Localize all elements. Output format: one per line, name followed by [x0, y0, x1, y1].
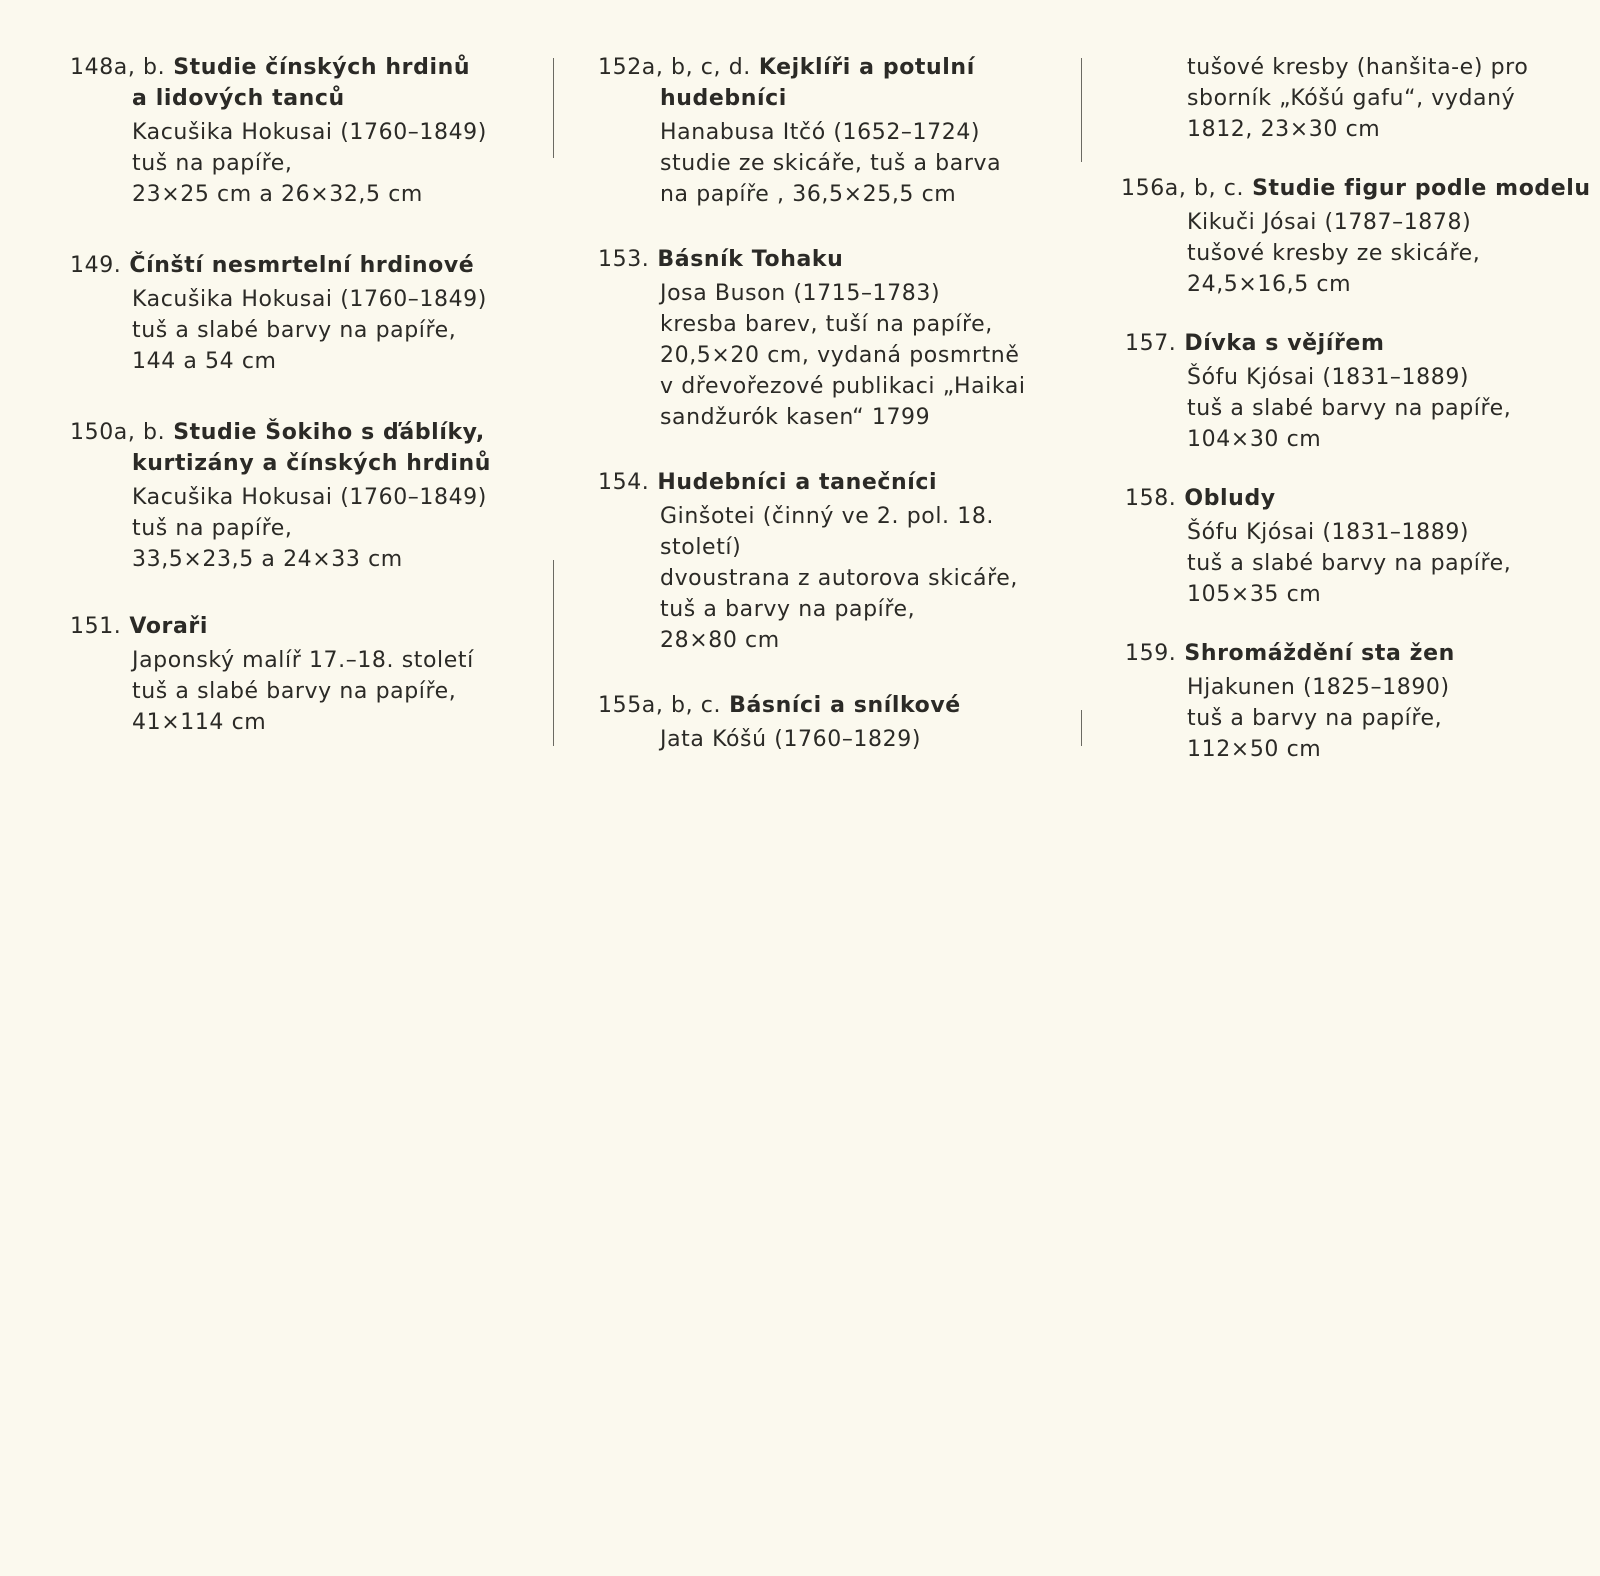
- entry-number: 148a, b.: [70, 55, 166, 80]
- entry-details: [660, 278, 1048, 433]
- entry-artist: Hanabusa Itčó (1652–1724): [660, 120, 981, 145]
- entry-artist: století): [660, 535, 742, 560]
- catalog-entry: [70, 52, 530, 210]
- entry-details: [1187, 207, 1595, 300]
- entry-dimensions: 33,5×23,5 a 24×33 cm: [132, 547, 403, 572]
- entry-dimensions: 105×35 cm: [1187, 582, 1322, 607]
- entry-artist: Kacušika Hokusai (1760–1849): [132, 287, 487, 312]
- entry-medium: tušové kresby ze skicáře,: [1187, 241, 1481, 266]
- entry-medium: tuš a barvy na papíře,: [660, 597, 916, 622]
- entry-heading: [1121, 173, 1595, 204]
- entry-dimensions: 144 a 54 cm: [132, 349, 277, 374]
- entry-number: 153.: [598, 247, 650, 272]
- catalog-entry: [1125, 483, 1595, 610]
- entry-note: v dřevořezové publikaci „Haikai: [660, 374, 1026, 399]
- entry-dimensions: 20,5×20 cm, vydaná posmrtně: [660, 343, 1020, 368]
- catalog-entry: [1125, 328, 1595, 455]
- entry-artist: Šófu Kjósai (1831–1889): [1187, 365, 1470, 390]
- entry-title: Básník Tohaku: [657, 247, 844, 272]
- catalog-entry: [70, 417, 530, 575]
- entry-artist: Šófu Kjósai (1831–1889): [1187, 520, 1470, 545]
- entry-dimensions: 28×80 cm: [660, 628, 780, 653]
- entry-heading: [70, 52, 530, 83]
- catalog-entry: [598, 52, 1048, 210]
- entry-details: [1187, 517, 1595, 610]
- entry-heading: [70, 417, 530, 448]
- catalog-entry: [70, 611, 530, 738]
- entry-dimensions: na papíře , 36,5×25,5 cm: [660, 182, 957, 207]
- entry-number: 159.: [1125, 641, 1177, 666]
- entry-heading: [70, 611, 530, 642]
- entry-artist: Kacušika Hokusai (1760–1849): [132, 485, 487, 510]
- entry-number: 158.: [1125, 486, 1177, 511]
- entry-title-continuation: hudebníci: [660, 86, 787, 111]
- entry-medium: tuš a slabé barvy na papíře,: [1187, 551, 1512, 576]
- entry-details: [660, 117, 1048, 210]
- entry-medium: tuš na papíře,: [132, 516, 293, 541]
- entry-title: Obludy: [1184, 486, 1276, 511]
- entry-medium: tuš a barvy na papíře,: [1187, 706, 1443, 731]
- entry-details: [1187, 672, 1595, 765]
- entry-heading: [1125, 328, 1595, 359]
- entry-artist: Japonský malíř 17.–18. století: [132, 648, 474, 673]
- continuation-line: tušové kresby (hanšita-e) pro: [1187, 55, 1529, 80]
- catalog-column-2: [598, 52, 1048, 783]
- entry-title: Studie čínských hrdinů: [173, 55, 471, 80]
- column-divider: [553, 58, 554, 158]
- entry-details: [660, 724, 1048, 755]
- entry-details: [132, 284, 530, 377]
- entry-title-continuation: kurtizány a čínských hrdinů: [132, 451, 492, 476]
- entry-dimensions: 24,5×16,5 cm: [1187, 272, 1352, 297]
- entry-title: Shromáždění sta žen: [1184, 641, 1455, 666]
- entry-medium: studie ze skicáře, tuš a barva: [660, 151, 1002, 176]
- catalog-entry: [1125, 638, 1595, 765]
- entry-artist: Jata Kóšú (1760–1829): [660, 727, 922, 752]
- column-divider: [553, 560, 554, 746]
- entry-number: 150a, b.: [70, 420, 166, 445]
- entry-title: Kejklíři a potulní: [758, 55, 975, 80]
- entry-number: 152a, b, c, d.: [598, 55, 751, 80]
- entry-heading: [598, 690, 1048, 721]
- entry-title: Voraři: [129, 614, 209, 639]
- catalog-entry: [598, 467, 1048, 656]
- entry-number: 151.: [70, 614, 122, 639]
- entry-dimensions: 104×30 cm: [1187, 427, 1322, 452]
- entry-details: [132, 117, 530, 210]
- entry-title: Čínští nesmrtelní hrdinové: [129, 253, 475, 278]
- entry-number: 156a, b, c.: [1121, 176, 1245, 201]
- entry-number: 157.: [1125, 331, 1177, 356]
- entry-heading: [1125, 483, 1595, 514]
- entry-note: sandžurók kasen“ 1799: [660, 405, 931, 430]
- column-divider: [1081, 710, 1082, 746]
- entry-medium: kresba barev, tuší na papíře,: [660, 312, 993, 337]
- entry-details: [1187, 362, 1595, 455]
- entry-continuation: [1187, 52, 1595, 145]
- entry-title-continuation: a lidových tanců: [132, 86, 345, 111]
- entry-artist: Kacušika Hokusai (1760–1849): [132, 120, 487, 145]
- entry-number: 149.: [70, 253, 122, 278]
- entry-dimensions: 41×114 cm: [132, 710, 267, 735]
- entry-dimensions: 112×50 cm: [1187, 737, 1322, 762]
- catalog-entry: [1121, 173, 1595, 300]
- column-divider: [1081, 58, 1082, 162]
- entry-heading: [598, 52, 1048, 83]
- entry-number: 155a, b, c.: [598, 693, 722, 718]
- entry-heading: [70, 250, 530, 281]
- entry-artist: Hjakunen (1825–1890): [1187, 675, 1450, 700]
- entry-number: 154.: [598, 470, 650, 495]
- catalog-entry: [70, 250, 530, 377]
- entry-artist: Josa Buson (1715–1783): [660, 281, 941, 306]
- entry-medium: tuš a slabé barvy na papíře,: [132, 318, 457, 343]
- entry-title: Básníci a snílkové: [729, 693, 961, 718]
- entry-title: Studie figur podle modelu: [1252, 176, 1591, 201]
- entry-artist: Ginšotei (činný ve 2. pol. 18.: [660, 504, 995, 529]
- continuation-line: 1812, 23×30 cm: [1187, 117, 1381, 142]
- entry-heading: [1125, 638, 1595, 669]
- entry-title: Hudebníci a tanečníci: [657, 470, 938, 495]
- entry-heading: [598, 467, 1048, 498]
- catalog-entry: [598, 690, 1048, 755]
- entry-artist: Kikuči Jósai (1787–1878): [1187, 210, 1472, 235]
- entry-dimensions: 23×25 cm a 26×32,5 cm: [132, 182, 423, 207]
- entry-medium: tuš a slabé barvy na papíře,: [1187, 396, 1512, 421]
- entry-details: [660, 501, 1048, 656]
- entry-heading: [598, 244, 1048, 275]
- catalog-column-3: [1121, 52, 1595, 793]
- continuation-line: sborník „Kóšú gafu“, vydaný: [1187, 86, 1516, 111]
- entry-details: [132, 482, 530, 575]
- catalog-column-1: [70, 52, 530, 766]
- entry-medium: tuš a slabé barvy na papíře,: [132, 679, 457, 704]
- entry-medium: dvoustrana z autorova skicáře,: [660, 566, 1018, 591]
- entry-medium: tuš na papíře,: [132, 151, 293, 176]
- catalog-entry: [598, 244, 1048, 433]
- entry-title: Studie Šokiho s ďáblíky,: [173, 420, 485, 445]
- entry-title: Dívka s vějířem: [1184, 331, 1385, 356]
- entry-details: [132, 645, 530, 738]
